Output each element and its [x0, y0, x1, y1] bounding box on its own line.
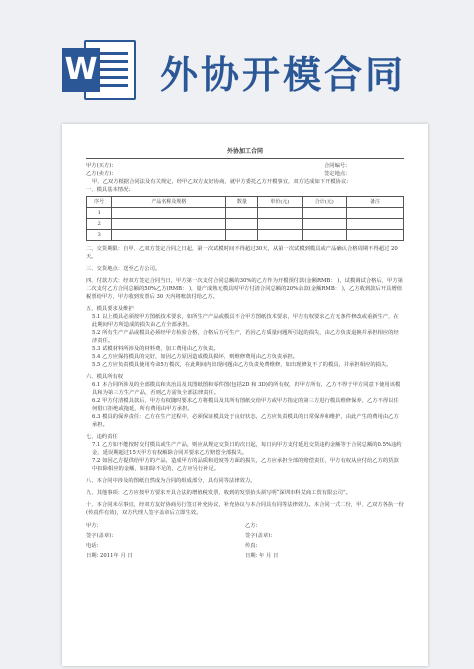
clause-6-1: 6.1 本合同所涉及的全部模具和夹治具及其图纸图和零件图(包括2D 和 3D)的所有权，归甲方所有，乙方不得于甲方同意下使用该模具和为第三方生产产品，否则乙方需负全部法律责任。 [92, 382, 401, 396]
table-cell [346, 219, 403, 230]
table-row [87, 219, 404, 230]
clause-9: 九、其他事项：乙方应按甲方要求开具合法的增值税发票，收到的发票抬头须写明“深圳市科艾商工贸有限公司”。 [86, 490, 351, 496]
table-cell [226, 230, 258, 241]
date-b-label: 日期: 年 月 日 [245, 553, 279, 559]
mold-table [86, 196, 404, 241]
intro-paragraph: 甲、乙双方根据合同法及有关规定，经甲乙双方友好协商，就甲方委托乙方开模事宜，双方达成如下开模协议: [92, 179, 349, 185]
banner-title: 外协开模合同 [160, 53, 407, 97]
table-cell [226, 219, 258, 230]
party-b-label: 乙方(卖方): [86, 171, 114, 177]
sign-place-label: 签定地点: [324, 171, 347, 177]
table-cell [112, 208, 226, 219]
seal-a-label: 签字(盖章): [86, 533, 114, 539]
seal-b-label: 签字(盖章): [245, 533, 273, 539]
table-cell [258, 230, 302, 241]
tel-a-label: 电话: [86, 543, 99, 549]
table-header-row [87, 197, 404, 208]
clause-8: 八、本合同中涉及的图纸自然成为合同的组成部分，具有同等法律效力。 [86, 478, 256, 484]
document-title: 外协加工合同 [86, 148, 404, 159]
clause-3: 三、交货地点：送至乙方公司。 [86, 266, 161, 272]
table-cell: 2 [87, 219, 112, 230]
clause-7-label: 七、违约责任 [86, 434, 118, 440]
date-a-label: 日期: 2011年 月 日 [86, 553, 133, 559]
contract-body [86, 148, 404, 560]
table-cell [346, 230, 403, 241]
clause-1-label: 一、模具基本情况: [86, 187, 131, 193]
clause-6-2: 6.2 甲方付清模具款后，甲方有权随时要求乙方将模具及其所有图纸交给甲方或甲方指定的第三方进行模具维修保养，乙方不得以任何借口拒绝或拖延，所有费用由甲方承担。 [92, 398, 399, 412]
table-cell [258, 219, 302, 230]
clause-7-2: 7.2 如因乙方提供给甲方的产品，造成甲方的品质和进度等方面的损失，乙方应承担全部的赔偿责任，甲方有权从应付给乙方的货款中扣除相应的金额，如扣除不足的，乙方应另行补足。 [92, 458, 399, 472]
table-cell [112, 230, 226, 241]
clause-5-3: 5.3 试模材料所涉及的材料费，加工费用由乙方负责。 [92, 346, 219, 352]
clause-6-3: 6.3 模具的保养责任：乙方在生产过程中，必须保证模具处于良好状态，乙方应负责模具的日常保养和维护，由此产生的费用由乙方承担。 [92, 414, 399, 428]
clause-10: 十、本合同未尽事宜，经双方友好协商另行签订补充协议，补充协议与本合同具有同等法律效力。本合同一式二份，甲、乙双方各执一份(传真件有效)，双方代理人签字盖章后立即生效。 [86, 502, 404, 516]
table-header-cell: 数量 [226, 197, 258, 208]
table-cell [302, 219, 346, 230]
table-header-cell: 合计(元) [302, 197, 346, 208]
table-header-cell: 单价(元) [258, 197, 302, 208]
clause-6-label: 六、模具所有权 [86, 374, 124, 380]
table-cell [302, 230, 346, 241]
fax-a-label: 传真: [245, 543, 258, 549]
clause-7-1: 7.1 乙方如不能按时交付模具或生产产品，则应从规定交货日的次日起，每日向甲方支付延迟交货违约金额等于合同总额的0.5%违约金，延误期超过15天甲方有权解除合同并要求乙方赔偿全部损失。 [92, 442, 402, 456]
table-cell [112, 219, 226, 230]
table-cell [226, 208, 258, 219]
banner [0, 0, 474, 118]
contract-no-label: 合同编号: [324, 163, 347, 169]
word-badge-letter: W [62, 48, 100, 92]
table-header-cell: 产品名称及规格 [112, 197, 226, 208]
party-a-label: 甲方(买方): [86, 163, 114, 169]
table-cell [302, 208, 346, 219]
clause-5-1: 5.1 以上模具必须按甲方图纸技术要求，如所生产产品或模具不合甲方图纸技术要求，甲方有权要求乙方无条件修改或重新生产，在此期间甲方所造成的损失由乙方全部承担。 [92, 314, 399, 328]
clause-2: 二、交货期限：自甲、乙双方签定合同之日起，第一次试模时间不得超过30天，从第一次试模到模具或产品确认合格周期不得超过 20天。 [86, 246, 398, 260]
signature-party-a: 甲方: [86, 523, 99, 529]
table-cell: 3 [87, 230, 112, 241]
clause-5-4: 5.4 乙方应保持模具的完好，如因乙方原因造成模具损坏，则维修费用由乙方负责承担。 [92, 354, 299, 360]
table-row [87, 208, 404, 219]
clause-5-label: 五、模具要求及维护 [86, 306, 134, 312]
signature-party-b: 乙方: [245, 523, 258, 529]
table-cell [258, 208, 302, 219]
clause-5-5: 5.5 乙方应负责模具使用寿命5万模次，在此期间内出现问题由乙方负责免费维修，如出现修复不了的模具，并承担相应的损失。 [92, 362, 392, 368]
clause-5-2: 5.2 所有生产产品或模具必须经甲方检验合格，合格后方可生产，若因乙方质量问题所引起的损失，由乙方负责退换并承担相应的经济责任。 [92, 330, 399, 344]
table-cell [346, 208, 403, 219]
clause-4: 四、付款方式：经双方签定合同当日，甲方第一次支付合同总额的30%的乙方作为开模预付款(金额RMB： )，试模调试合格后，甲方第二次支付乙方合同总额的50%乙方(RMB： )，量产成熟无模具时甲方付清合同总额的20%余款(金额RMB： )，乙方收到款后开具增值税票给甲方，甲方收到发票后 30 天内将账款付给乙方。 [86, 278, 403, 300]
table-cell: 1 [87, 208, 112, 219]
document-page [62, 124, 428, 666]
table-header-cell: 序号 [87, 197, 112, 208]
word-document-icon [62, 40, 138, 100]
table-header-cell: 备注 [346, 197, 403, 208]
table-row [87, 230, 404, 241]
